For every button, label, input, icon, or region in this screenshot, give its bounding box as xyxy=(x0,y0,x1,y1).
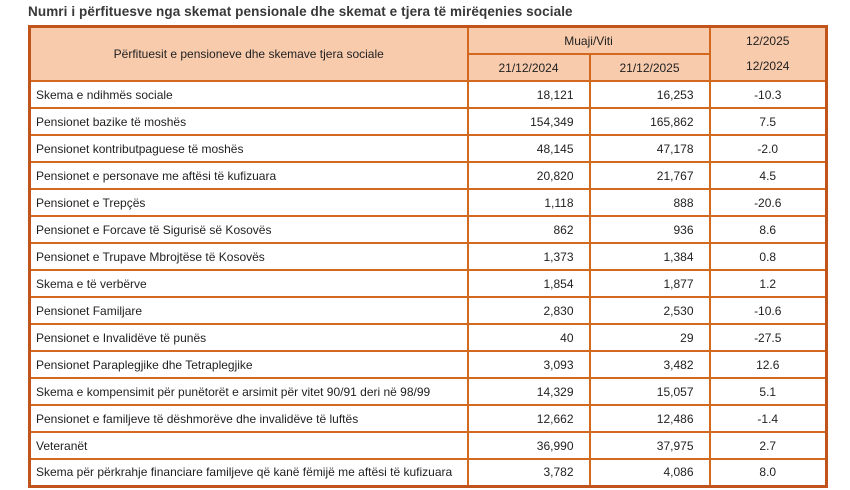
value-2024: 1,854 xyxy=(468,270,590,297)
change-percent: -1.4 xyxy=(710,405,827,432)
value-2024: 1,118 xyxy=(468,189,590,216)
value-2024: 1,373 xyxy=(468,243,590,270)
row-label: Pensionet Paraplegjike dhe Tetraplegjike xyxy=(30,351,468,378)
value-2024: 40 xyxy=(468,324,590,351)
table-row xyxy=(30,189,827,216)
row-label: Pensionet Familjare xyxy=(30,297,468,324)
value-2025: 2,530 xyxy=(590,297,710,324)
row-label: Pensionet e Trepçës xyxy=(30,189,468,216)
table-row xyxy=(30,216,827,243)
change-percent: 0.8 xyxy=(710,243,827,270)
table-title: Numri i përfituesve nga skemat pensionale dhe skemat e tjera të mirëqenies sociale xyxy=(28,4,573,19)
pension-beneficiaries-table xyxy=(28,25,828,488)
value-2025: 12,486 xyxy=(590,405,710,432)
value-2025: 1,384 xyxy=(590,243,710,270)
change-percent: -10.3 xyxy=(710,81,827,108)
header-date-2024: 21/12/2024 xyxy=(468,54,590,81)
value-2024: 20,820 xyxy=(468,162,590,189)
row-label: Skema e ndihmës sociale xyxy=(30,81,468,108)
change-percent: -10.6 xyxy=(710,297,827,324)
row-label: Pensionet e Forcave të Sigurisë së Kosovës xyxy=(30,216,468,243)
table-row xyxy=(30,297,827,324)
header-date-2025: 21/12/2025 xyxy=(590,54,710,81)
value-2025: 888 xyxy=(590,189,710,216)
table-row xyxy=(30,81,827,108)
header-row-group xyxy=(30,27,827,55)
row-label: Veteranët xyxy=(30,432,468,459)
table-row xyxy=(30,162,827,189)
row-label: Pensionet kontributpaguese të moshës xyxy=(30,135,468,162)
table-header xyxy=(30,27,827,82)
value-2025: 4,086 xyxy=(590,459,710,486)
change-percent: 12.6 xyxy=(710,351,827,378)
value-2025: 936 xyxy=(590,216,710,243)
value-2025: 47,178 xyxy=(590,135,710,162)
table-row xyxy=(30,243,827,270)
table-row xyxy=(30,405,827,432)
row-label: Skema për përkrahje financiare familjeve që kanë fëmijë me aftësi të kufizuara xyxy=(30,459,468,486)
header-beneficiaries: Përfituesit e pensioneve dhe skemave tjera sociale xyxy=(30,27,468,82)
value-2025: 37,975 xyxy=(590,432,710,459)
value-2024: 3,093 xyxy=(468,351,590,378)
table-row xyxy=(30,135,827,162)
change-percent: 2.7 xyxy=(710,432,827,459)
table-row xyxy=(30,378,827,405)
change-percent: -27.5 xyxy=(710,324,827,351)
change-percent: -2.0 xyxy=(710,135,827,162)
header-ratio-denominator: 12/2024 xyxy=(746,59,790,73)
value-2025: 3,482 xyxy=(590,351,710,378)
value-2024: 14,329 xyxy=(468,378,590,405)
header-month-year-group: Muaji/Viti xyxy=(468,27,710,55)
row-label: Pensionet bazike të moshës xyxy=(30,108,468,135)
change-percent: -20.6 xyxy=(710,189,827,216)
change-percent: 8.0 xyxy=(710,459,827,486)
table-row xyxy=(30,324,827,351)
change-percent: 1.2 xyxy=(710,270,827,297)
value-2025: 1,877 xyxy=(590,270,710,297)
change-percent: 4.5 xyxy=(710,162,827,189)
row-label: Pensionet e Invalidëve të punës xyxy=(30,324,468,351)
value-2025: 15,057 xyxy=(590,378,710,405)
value-2025: 21,767 xyxy=(590,162,710,189)
row-label: Skema e të verbërve xyxy=(30,270,468,297)
header-change-ratio xyxy=(710,27,827,82)
table-row xyxy=(30,432,827,459)
row-label: Skema e kompensimit për punëtorët e arsimit për vitet 90/91 deri në 98/99 xyxy=(30,378,468,405)
value-2024: 48,145 xyxy=(468,135,590,162)
value-2024: 154,349 xyxy=(468,108,590,135)
table-body xyxy=(30,81,827,486)
table-row xyxy=(30,351,827,378)
value-2025: 16,253 xyxy=(590,81,710,108)
value-2024: 3,782 xyxy=(468,459,590,486)
value-2024: 18,121 xyxy=(468,81,590,108)
row-label: Pensionet e personave me aftësi të kufizuara xyxy=(30,162,468,189)
value-2025: 165,862 xyxy=(590,108,710,135)
row-label: Pensionet e Trupave Mbrojtëse të Kosovës xyxy=(30,243,468,270)
table-row xyxy=(30,459,827,486)
value-2024: 862 xyxy=(468,216,590,243)
value-2025: 29 xyxy=(590,324,710,351)
row-label: Pensionet e familjeve të dëshmorëve dhe invalidëve të luftës xyxy=(30,405,468,432)
change-percent: 5.1 xyxy=(710,378,827,405)
value-2024: 36,990 xyxy=(468,432,590,459)
table-row xyxy=(30,270,827,297)
change-percent: 7.5 xyxy=(710,108,827,135)
value-2024: 12,662 xyxy=(468,405,590,432)
table-row xyxy=(30,108,827,135)
header-ratio-numerator: 12/2025 xyxy=(746,34,790,48)
value-2024: 2,830 xyxy=(468,297,590,324)
change-percent: 8.6 xyxy=(710,216,827,243)
